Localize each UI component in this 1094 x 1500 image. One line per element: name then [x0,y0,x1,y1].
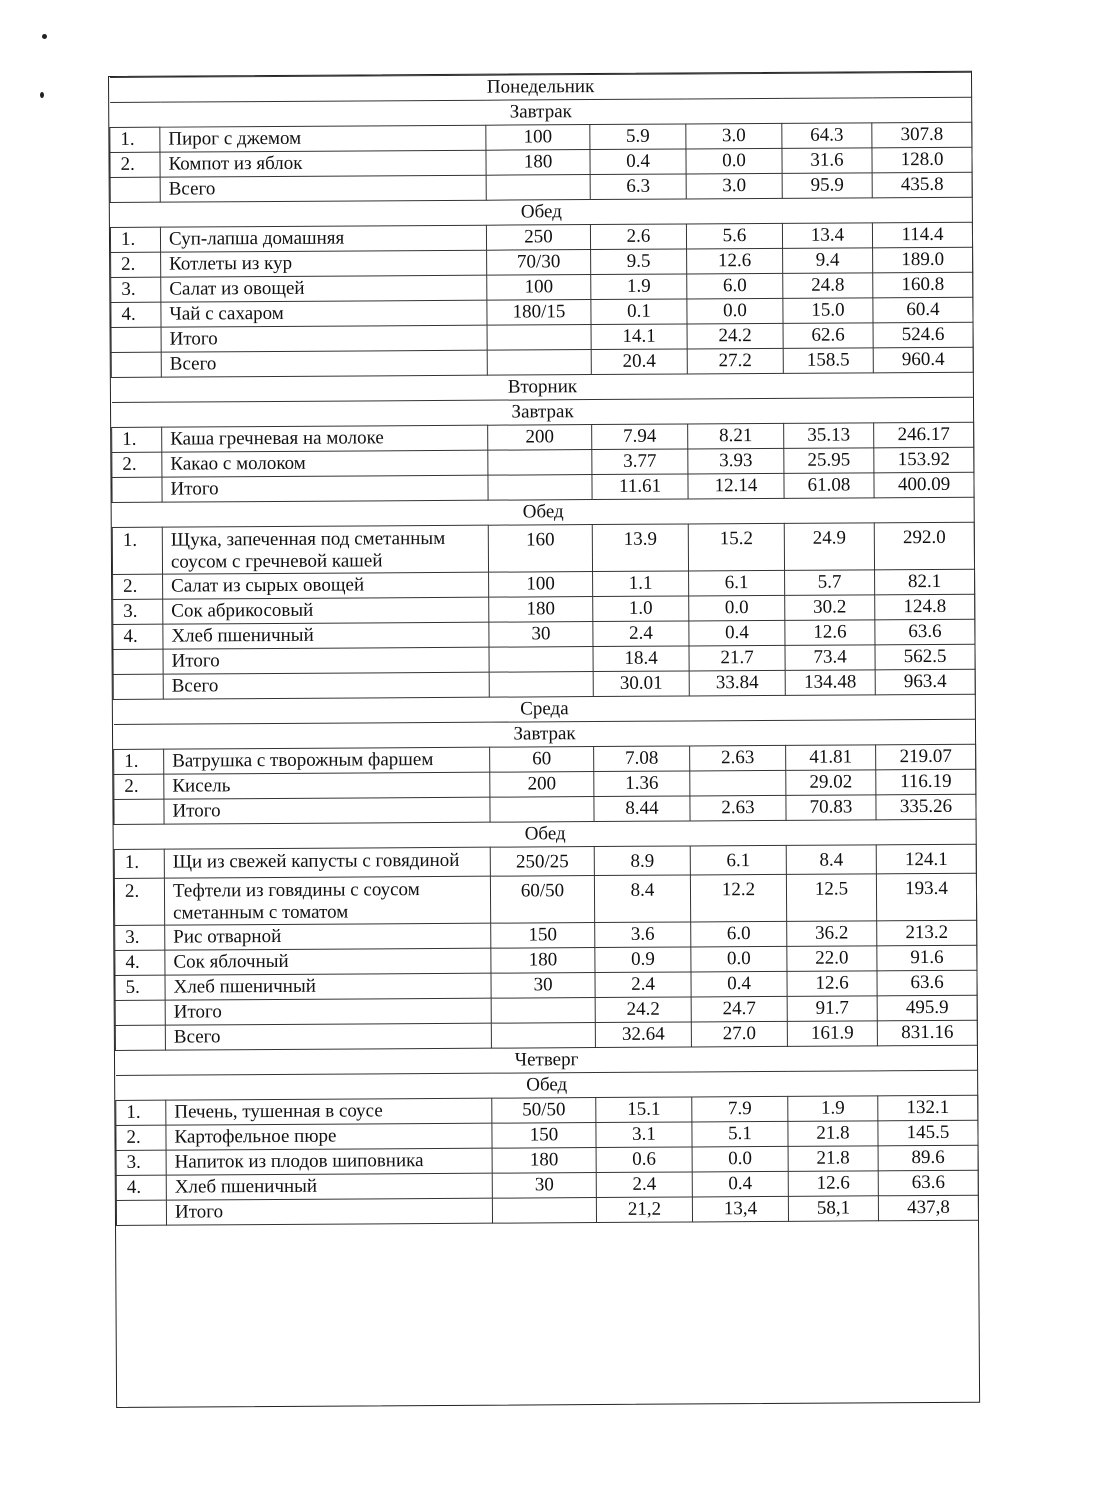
portion-weight [486,175,590,201]
dish-name: Всего [163,672,489,699]
energy-value: 960.4 [873,347,973,373]
energy-value: 124.8 [875,594,975,620]
protein-value: 7.08 [594,746,690,772]
energy-value: 193.4 [876,873,976,921]
protein-value: 8.44 [594,796,690,822]
fat-value: 8.21 [688,423,784,449]
protein-value: 3.1 [596,1122,692,1148]
row-number: 2. [114,878,164,925]
dish-name: Итого [165,998,491,1025]
row-number [116,1200,166,1225]
carbs-value: 158.5 [783,348,873,374]
energy-value: 114.4 [872,222,972,248]
dish-name: Тефтели из говядины с соусом сметанным с томатом [164,876,490,925]
fat-value: 0.4 [689,620,785,646]
portion-weight: 200 [490,772,594,798]
carbs-value: 70.83 [786,795,876,821]
dish-name: Напиток из плодов шиповника [166,1148,492,1175]
portion-weight: 50/50 [492,1098,596,1124]
protein-value: 2.4 [593,621,689,647]
row-number: 2. [111,252,161,277]
dish-name: Рис отварной [165,923,491,950]
energy-value: 60.4 [873,297,973,323]
dish-name: Суп-лапша домашняя [160,225,486,252]
dish-name: Картофельное пюре [166,1123,492,1150]
fat-value: 2.63 [690,745,786,771]
protein-value: 3.6 [595,922,691,948]
dish-name: Щи из свежей капусты с говядиной [164,847,490,878]
meal-title: Обед [112,497,974,527]
menu-table [109,72,979,1226]
day-title: Понедельник [110,72,972,102]
carbs-value: 21.8 [788,1146,878,1172]
table-row [114,873,976,925]
energy-value: 63.6 [878,1170,978,1196]
table-row [116,1195,978,1225]
dish-name: Салат из сырых овощей [163,572,489,599]
fat-value [690,770,786,796]
meal-title: Завтрак [113,719,975,749]
dish-name: Хлеб пшеничный [166,1173,492,1200]
energy-value: 63.6 [875,619,975,645]
carbs-value: 24.9 [784,523,874,571]
row-number: 2. [116,1125,166,1150]
protein-value: 0.1 [591,299,687,325]
portion-weight [488,475,592,501]
carbs-value: 29.02 [786,770,876,796]
portion-weight: 250/25 [490,847,594,877]
row-number: 1. [110,227,160,252]
carbs-value: 36.2 [787,921,877,947]
energy-value: 292.0 [874,522,974,570]
energy-value: 153.92 [874,447,974,473]
fat-value: 6.0 [687,273,783,299]
fat-value: 24.7 [691,996,787,1022]
protein-value: 11.61 [592,474,688,500]
row-number [113,649,163,674]
row-number: 1. [112,427,162,452]
carbs-value: 61.08 [784,473,874,499]
portion-weight: 60 [490,747,594,773]
protein-value: 9.5 [591,249,687,275]
protein-value: 18.4 [593,646,689,672]
dish-name: Котлеты из кур [161,250,487,277]
portion-weight: 180 [491,948,595,974]
energy-value: 82.1 [875,569,975,595]
energy-value: 189.0 [873,247,973,273]
protein-value: 15.1 [596,1097,692,1123]
dish-name: Итого [166,1198,492,1225]
carbs-value: 12.6 [787,971,877,997]
row-number: 3. [115,925,165,950]
energy-value: 495.9 [877,995,977,1021]
portion-weight: 30 [491,973,595,999]
meal-title: Обед [110,197,972,227]
protein-value: 21,2 [596,1197,692,1223]
fat-value: 33.84 [689,670,785,696]
dish-name: Хлеб пшеничный [165,973,491,1000]
carbs-value: 24.8 [783,273,873,299]
portion-weight: 150 [492,1123,596,1149]
protein-value: 13.9 [592,524,688,572]
carbs-value: 64.3 [782,123,872,149]
dish-name: Всего [161,350,487,377]
protein-value: 30.01 [593,671,689,697]
fat-value: 5.6 [686,223,782,249]
energy-value: 145.5 [878,1120,978,1146]
row-number [112,477,162,502]
dish-name: Итого [161,325,487,352]
energy-value: 124.1 [876,844,976,874]
portion-weight: 100 [486,125,590,151]
row-number: 4. [116,1175,166,1200]
protein-value: 7.94 [592,424,688,450]
meal-title: Завтрак [111,397,973,427]
fat-value: 12.14 [688,473,784,499]
dish-name: Сок яблочный [165,948,491,975]
dish-name: Итого [163,647,489,674]
energy-value: 160.8 [873,272,973,298]
protein-value: 8.9 [594,846,690,876]
carbs-value: 9.4 [783,248,873,274]
portion-weight [491,1023,595,1049]
carbs-value: 5.7 [785,570,875,596]
fat-value: 3.0 [686,123,782,149]
carbs-value: 58,1 [788,1196,878,1222]
energy-value: 400.09 [874,472,974,498]
scan-speck [42,34,47,39]
energy-value: 963.4 [875,669,975,695]
row-number: 4. [111,302,161,327]
energy-value: 562.5 [875,644,975,670]
meal-title: Обед [116,1070,978,1100]
protein-value: 2.4 [596,1172,692,1198]
protein-value: 1.9 [591,274,687,300]
fat-value: 0.0 [686,148,782,174]
portion-weight: 180 [489,597,593,623]
portion-weight [487,350,591,376]
portion-weight [491,998,595,1024]
day-title: Вторник [111,372,973,402]
portion-weight [489,647,593,673]
row-number [111,352,161,377]
protein-value: 14.1 [591,324,687,350]
dish-name: Всего [160,175,486,202]
carbs-value: 21.8 [788,1121,878,1147]
energy-value: 89.6 [878,1145,978,1171]
carbs-value: 1.9 [788,1096,878,1122]
fat-value: 13,4 [692,1196,788,1222]
dish-name: Салат из овощей [161,275,487,302]
carbs-value: 134.48 [785,670,875,696]
dish-name: Какао с молоком [162,450,488,477]
carbs-value: 12.5 [786,874,876,922]
row-number: 4. [115,950,165,975]
row-number: 2. [110,152,160,177]
menu-body [110,72,979,1225]
dish-name: Хлеб пшеничный [163,622,489,649]
dish-name: Итого [162,475,488,502]
row-number: 5. [115,975,165,1000]
portion-weight: 150 [491,923,595,949]
row-number [114,799,164,824]
dish-name: Кисель [164,772,490,799]
fat-value: 3.93 [688,448,784,474]
protein-value: 6.3 [590,174,686,200]
fat-value: 0.0 [689,595,785,621]
row-number: 1. [110,127,160,152]
carbs-value: 12.6 [788,1171,878,1197]
carbs-value: 22.0 [787,946,877,972]
protein-value: 1.0 [593,596,689,622]
carbs-value: 161.9 [787,1021,877,1047]
portion-weight: 100 [487,275,591,301]
protein-value: 20.4 [591,349,687,375]
energy-value: 435.8 [872,172,972,198]
fat-value: 6.1 [690,845,786,875]
energy-value: 335.26 [876,794,976,820]
carbs-value: 31.6 [782,148,872,174]
row-number [115,1025,165,1050]
fat-value: 27.0 [691,1021,787,1047]
protein-value: 3.77 [592,449,688,475]
dish-name: Каша гречневая на молоке [162,425,488,452]
row-number: 1. [114,849,164,878]
dish-name: Щука, запеченная под сметанным соусом с гречневой кашей [162,525,488,574]
dish-name: Ватрушка с творожным фаршем [164,747,490,774]
dish-name: Итого [164,797,490,824]
portion-weight: 70/30 [487,250,591,276]
menu-frame [108,71,980,1408]
meal-title: Обед [114,819,976,849]
carbs-value: 15.0 [783,298,873,324]
portion-weight: 30 [492,1173,596,1199]
fat-value: 6.0 [691,921,787,947]
day-title: Четверг [115,1045,977,1075]
fat-value: 6.1 [689,570,785,596]
energy-value: 213.2 [877,920,977,946]
dish-name: Сок абрикосовый [163,597,489,624]
energy-value: 307.8 [872,122,972,148]
fat-value: 21.7 [689,645,785,671]
row-number: 2. [113,574,163,599]
portion-weight: 30 [489,622,593,648]
meal-title: Завтрак [110,97,972,127]
fat-value: 0.4 [692,1171,788,1197]
table-row [112,522,974,574]
energy-value: 246.17 [874,422,974,448]
carbs-value: 12.6 [785,620,875,646]
protein-value: 0.6 [596,1147,692,1173]
dish-name: Печень, тушенная в соусе [166,1098,492,1125]
portion-weight: 180 [486,150,590,176]
portion-weight: 180/15 [487,300,591,326]
carbs-value: 91.7 [787,996,877,1022]
carbs-value: 73.4 [785,645,875,671]
energy-value: 132.1 [878,1095,978,1121]
carbs-value: 13.4 [782,223,872,249]
portion-weight: 100 [489,572,593,598]
portion-weight [489,672,593,698]
scan-speck [40,92,44,98]
fat-value: 5.1 [692,1121,788,1147]
carbs-value: 30.2 [785,595,875,621]
dish-name: Компот из яблок [160,150,486,177]
row-number: 3. [113,599,163,624]
energy-value: 116.19 [876,769,976,795]
fat-value: 15.2 [688,523,784,571]
dish-name: Пирог с джемом [160,125,486,152]
row-number: 4. [113,624,163,649]
fat-value: 12.2 [690,874,786,922]
carbs-value: 25.95 [784,448,874,474]
energy-value: 437,8 [878,1195,978,1221]
carbs-value: 41.81 [786,745,876,771]
row-number [115,1000,165,1025]
protein-value: 8.4 [594,875,690,923]
protein-value: 0.4 [590,149,686,175]
protein-value: 24.2 [595,997,691,1023]
row-number: 1. [112,527,162,574]
portion-weight: 160 [488,525,592,573]
fat-value: 0.0 [687,298,783,324]
carbs-value: 8.4 [786,845,876,875]
energy-value: 831.16 [877,1020,977,1046]
fat-value: 0.0 [692,1146,788,1172]
row-number [113,674,163,699]
fat-value: 2.63 [690,795,786,821]
portion-weight [487,325,591,351]
carbs-value: 35.13 [784,423,874,449]
portion-weight: 200 [488,425,592,451]
fat-value: 0.0 [691,946,787,972]
dish-name: Чай с сахаром [161,300,487,327]
protein-value: 5.9 [590,124,686,150]
row-number: 3. [111,277,161,302]
protein-value: 1.1 [593,571,689,597]
protein-value: 1.36 [594,771,690,797]
portion-weight [492,1198,596,1224]
row-number [110,177,160,202]
energy-value: 91.6 [877,945,977,971]
carbs-value: 95.9 [782,173,872,199]
fat-value: 0.4 [691,971,787,997]
portion-weight: 60/50 [490,876,594,924]
portion-weight [490,797,594,823]
protein-value: 2.4 [595,972,691,998]
energy-value: 219.07 [876,744,976,770]
row-number: 3. [116,1150,166,1175]
protein-value: 2.6 [590,224,686,250]
energy-value: 524.6 [873,322,973,348]
row-number: 2. [112,452,162,477]
fat-value: 24.2 [687,323,783,349]
energy-value: 128.0 [872,147,972,173]
row-number: 1. [116,1100,166,1125]
row-number: 2. [114,774,164,799]
fat-value: 7.9 [692,1096,788,1122]
row-number: 1. [114,749,164,774]
fat-value: 27.2 [687,348,783,374]
protein-value: 0.9 [595,947,691,973]
carbs-value: 62.6 [783,323,873,349]
portion-weight [488,450,592,476]
fat-value: 12.6 [687,248,783,274]
energy-value: 63.6 [877,970,977,996]
fat-value: 3.0 [686,173,782,199]
protein-value: 32.64 [595,1022,691,1048]
dish-name: Всего [165,1023,491,1050]
portion-weight: 180 [492,1148,596,1174]
portion-weight: 250 [486,225,590,251]
day-title: Среда [113,694,975,724]
row-number [111,327,161,352]
